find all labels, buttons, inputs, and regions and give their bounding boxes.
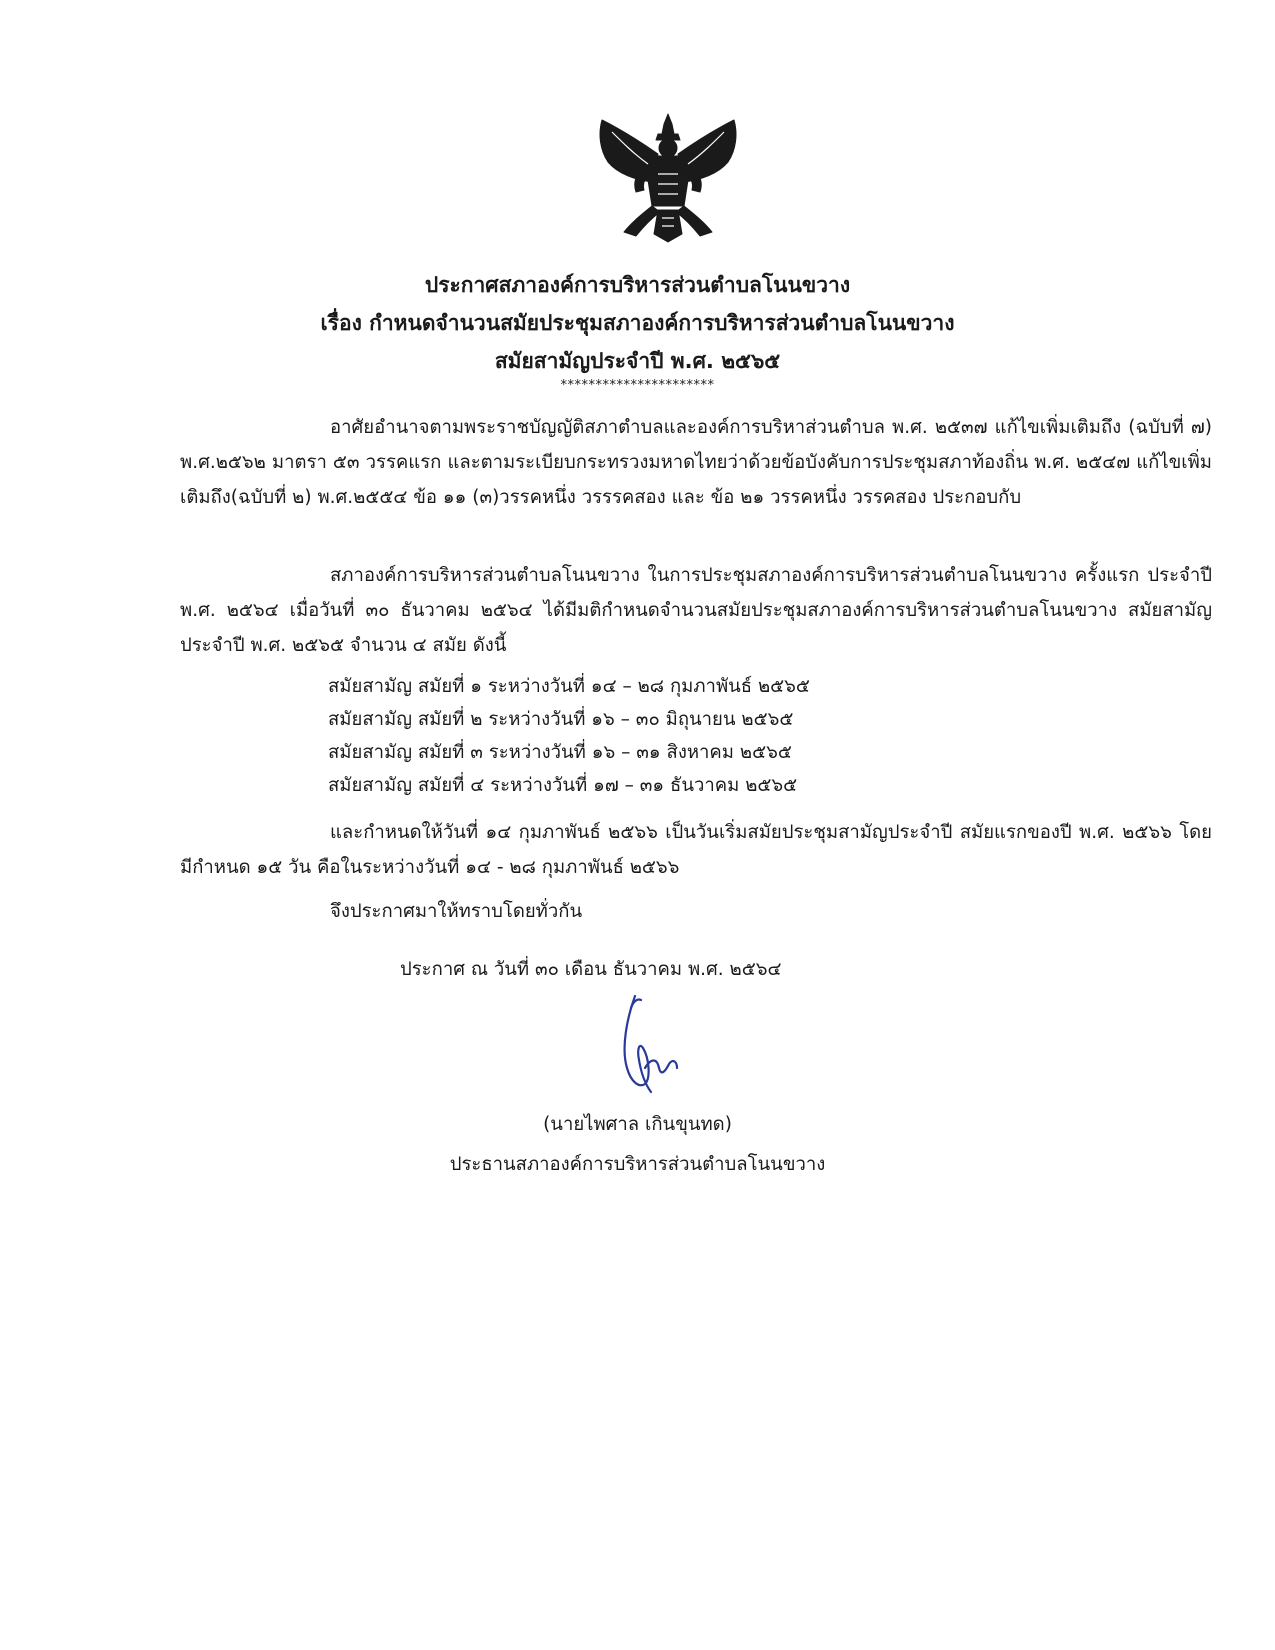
session-item: สมัยสามัญ สมัยที่ ๓ ระหว่างวันที่ ๑๖ – ๓๑ สิงหาคม ๒๕๖๕ (328, 742, 792, 763)
session-item: สมัยสามัญ สมัยที่ ๒ ระหว่างวันที่ ๑๖ – ๓๐ มิถุนายน ๒๕๖๕ (328, 709, 794, 730)
paragraph-legal-basis: อาศัยอำนาจตามพระราชบัญญัติสภาตำบลและองค์การบริหาส่วนตำบล พ.ศ. ๒๕๓๗ แก้ไขเพิ่มเติมถึง (ฉบับที่ ๗) พ.ศ.๒๕๖๒ มาตรา ๕๓ วรรคแรก และตามระเบียบกระทรวงมหาดไทยว่าด้วยข้อบังคับการประชุมสภาท้องถิ่น พ.ศ. ๒๕๔๗ แก้ไขเพิ่มเติมถึง(ฉบับที่ ๒) พ.ศ.๒๕๕๔ ข้อ ๑๑ (๓)วรรคหนึ่ง วรรรคสอง และ ข้อ ๒๑ วรรคหนึ่ง วรรคสอง ประกอบกับ (180, 417, 1212, 508)
paragraph-next-session: และกำหนดให้วันที่ ๑๔ กุมภาพันธ์ ๒๕๖๖ เป็นวันเริ่มสมัยประชุมสามัญประจำปี สมัยแรกของปี พ.ศ. ๒๕๖๖ โดยมีกำหนด ๑๕ วัน คือในระหว่างวันที่ ๑๔ - ๒๘ กุมภาพันธ์ ๒๕๖๖ (180, 822, 1212, 878)
session-list (328, 670, 810, 802)
title-separator: ********************** (560, 378, 715, 393)
paragraph-closing: จึงประกาศมาให้ทราบโดยทั่วกัน (330, 901, 583, 922)
announcement-subject: เรื่อง กำหนดจำนวนสมัยประชุมสภาองค์การบริหารส่วนตำบลโนนขวาง (320, 311, 955, 335)
signer-title: ประธานสภาองค์การบริหารส่วนตำบลโนนขวาง (449, 1154, 826, 1175)
announcement-session-year: สมัยสามัญประจำปี พ.ศ. ๒๕๖๕ (494, 349, 781, 373)
session-item: สมัยสามัญ สมัยที่ ๑ ระหว่างวันที่ ๑๔ – ๒๘ กุมภาพันธ์ ๒๕๖๕ (328, 676, 810, 697)
announcement-title: ประกาศสภาองค์การบริหารส่วนตำบลโนนขวาง (424, 273, 851, 297)
signer-name: (นายไพศาล เกินขุนทด) (543, 1114, 732, 1135)
garuda-emblem-icon (588, 110, 748, 246)
announcement-date: ประกาศ ณ วันที่ ๓๐ เดือน ธันวาคม พ.ศ. ๒๕๖๔ (400, 959, 782, 980)
session-item: สมัยสามัญ สมัยที่ ๔ ระหว่างวันที่ ๑๗ – ๓๑ ธันวาคม ๒๕๖๕ (328, 775, 798, 796)
handwritten-signature (615, 988, 715, 1098)
paragraph-resolution: สภาองค์การบริหารส่วนตำบลโนนขวาง ในการประชุมสภาองค์การบริหารส่วนตำบลโนนขวาง ครั้งแรก ประจำปี พ.ศ. ๒๕๖๔ เมื่อวันที่ ๓๐ ธันวาคม ๒๕๖๔ ได้มีมติกำหนดจำนวนสมัยประชุมสภาองค์การบริหารส่วนตำบลโนนขวาง สมัยสามัญประจำปี พ.ศ. ๒๕๖๕ จำนวน ๔ สมัย ดังนี้ (180, 565, 1212, 656)
